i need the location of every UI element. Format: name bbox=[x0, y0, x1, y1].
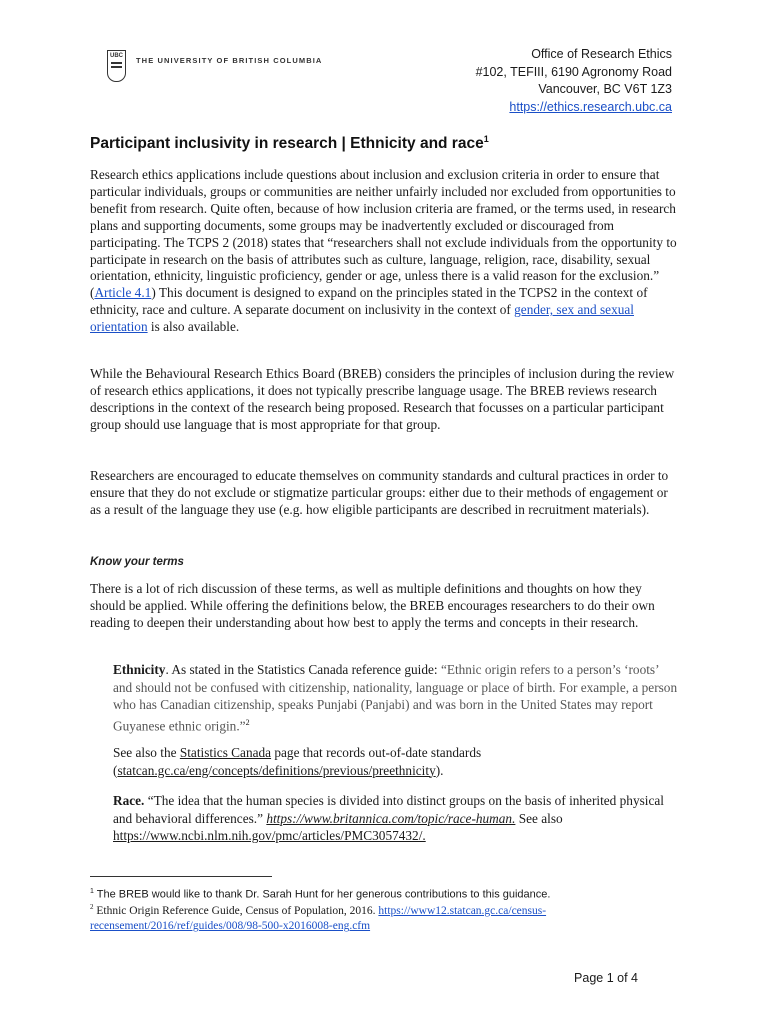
footnote-1: $^1$ The BREB would like to thank Dr. Sarah Hunt for her generous contributions to this guidance. bbox=[90, 888, 551, 901]
statistics-canada-link[interactable]: Statistics Canada bbox=[179, 745, 272, 760]
ubc-crest-icon bbox=[107, 50, 126, 82]
street-address: #102, TEFIII, 6190 Agronomy Road bbox=[475, 64, 672, 79]
terms-paragraph: There is a lot of rich discussion of these terms, as well as multiple definitions and thoughts on how they should be applied. While offering the definitions below, the BREB encourages researchers to do their own reading to deepen their understanding about how best to apply the terms and concepts in their research. bbox=[90, 581, 655, 630]
ethnicity-footnote-ref[interactable]: 2 bbox=[245, 717, 250, 727]
see-also-paragraph: See also the Statistics Canada page that records out-of-date standards (statcan.gc.ca/eng/concepts/definitions/previous/preethnicity). bbox=[113, 745, 482, 778]
race-term: Race. bbox=[113, 793, 145, 808]
ncbi-link[interactable]: https://www.ncbi.nlm.nih.gov/pmc/articles/PMC3057432/. bbox=[113, 828, 426, 844]
office-address bbox=[476, 46, 672, 116]
page-title: Participant inclusivity in research | Ethnicity and race$^1$ bbox=[90, 134, 489, 153]
researchers-paragraph: Researchers are encouraged to educate themselves on community standards and cultural practices in order to ensure that they do not exclude or stigmatize particular groups: either due to their methods of engagement or as a result of the language they use (e.g. how eligible participants are described in recruitment materials). bbox=[90, 468, 669, 517]
breb-paragraph: While the Behavioural Research Ethics Board (BREB) considers the principles of inclusion during the review of research ethics applications, it does not typically prescribe language usage. The BREB reviews research descriptions in the context of the research being proposed. Research that focusses on a particular participant group should use language that is most appropriate for that group. bbox=[90, 366, 675, 432]
britannica-link[interactable]: https://www.britannica.com/topic/race-human. bbox=[266, 810, 516, 826]
ethnicity-definition: Ethnicity. As stated in the Statistics Canada reference guide: “Ethnic origin refers to a person’s ‘roots’ and should not be confused with citizenship, nationality, language or place of birth. For example, a person who has Canadian citizenship, speaks Punjabi (Panjabi) and was born in the United States may report Guyanese ethnic origin.”$^2$ bbox=[113, 662, 678, 734]
website-link[interactable]: https://ethics.research.ubc.ca bbox=[509, 99, 672, 114]
city-address: Vancouver, BC V6T 1Z3 bbox=[538, 82, 672, 96]
race-definition: Race. “The idea that the human species is divided into distinct groups on the basis of inherited physical and behavioral differences.” https://www.britannica.com/topic/race-human. See also https://www.ncbi.nlm.nih.gov/pmc/articles/PMC3057432/. bbox=[113, 793, 664, 844]
page-number: Page 1 of 4 bbox=[574, 971, 638, 985]
footnote-2: $^2$ Ethnic Origin Reference Guide, Census of Population, 2016. https://www12.statcan.gc.ca/census-recensement/2016/ref/guides/008/98-500-x2016008-eng.cfm bbox=[90, 903, 547, 933]
title-footnote-ref[interactable]: 1 bbox=[483, 134, 489, 144]
ubc-logo[interactable] bbox=[107, 50, 322, 82]
intro-paragraph: Research ethics applications include questions about inclusion and exclusion criteria in order to ensure that particular individuals, groups or communities are neither unfairly included nor excluded from opportunities to benefit from research. Quite often, because of how inclusion criteria are framed, or the terms used, in research plans and supporting documents, some groups may be inadvertently excluded or discouraged from participating. The TCPS 2 (2018) states that “researchers shall not exclude individuals from the opportunity to participate in research on the basis of attributes such as culture, language, religion, race, disability, sexual orientation, ethnicity, linguistic proficiency, gender or age, unless there is a valid reason for the exclusion.” (Article 4.1) This document is designed to expand on the principles stated in the TCPS2 in the context of ethnicity, race and culture. A separate document on inclusivity in the context of gender, sex and sexual orientation is also available. bbox=[90, 167, 677, 335]
footnote-divider bbox=[90, 876, 272, 877]
gender-sex-orientation-link[interactable]: gender, sex and sexual orientation bbox=[90, 302, 634, 335]
know-your-terms-heading: Know your terms bbox=[90, 556, 184, 568]
census-guide-link[interactable]: https://www12.statcan.gc.ca/census-recensement/2016/ref/guides/008/98-500-x2016008-eng.cfm bbox=[90, 904, 547, 933]
university-name: THE UNIVERSITY OF BRITISH COLUMBIA bbox=[136, 55, 323, 65]
preethnicity-link[interactable]: statcan.gc.ca/eng/concepts/definitions/previous/preethnicity bbox=[117, 762, 436, 778]
office-name: Office of Research Ethics bbox=[531, 47, 672, 61]
article-4-1-link[interactable]: Article 4.1 bbox=[94, 285, 152, 301]
crest-label: UBC bbox=[110, 53, 123, 59]
ethnicity-quote: “Ethnic origin refers to a person’s ‘roots’ and should not be confused with citizenship, nationality, language or place of birth. For example, a person who has Canadian citizenship, speaks Punjabi (Panjabi) and was born in the United States may report Guyanese ethnic origin.” bbox=[113, 662, 678, 734]
ethnicity-term: Ethnicity bbox=[113, 662, 166, 677]
